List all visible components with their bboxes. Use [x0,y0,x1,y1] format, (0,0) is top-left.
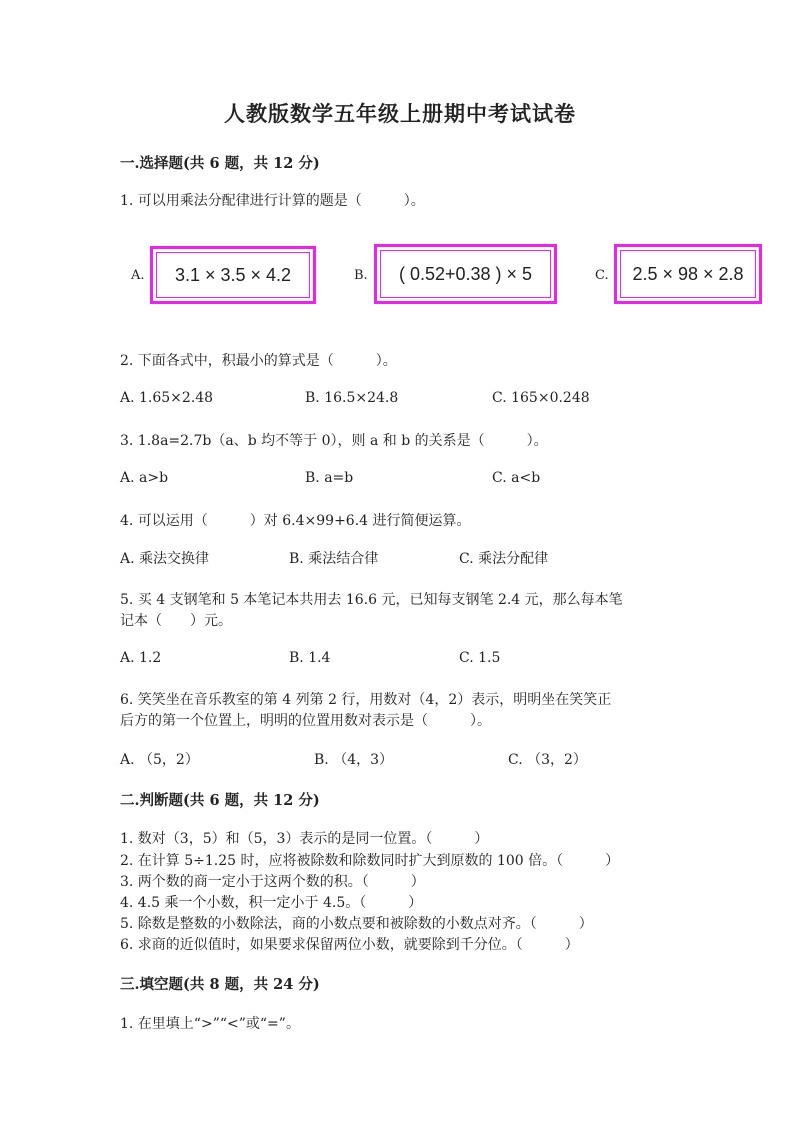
option-b-label: B. [354,268,368,283]
fill-question-1-stem: 1. 在里填上“>”“<”或“=”。 [120,1016,300,1032]
question-6-option-c: C. （3，2） [508,752,587,768]
option-c-label: C. [595,268,609,283]
option-b-expression: ( 0.52+0.38 ) × 5 [380,250,551,298]
question-5-option-b: B. 1.4 [289,650,331,666]
question-3-stem: 3. 1.8a=2.7b（a、b 均不等于 0），则 a 和 b 的关系是（ ）。 [120,433,548,449]
question-5-option-c: C. 1.5 [459,650,501,666]
question-6-option-b: B. （4，3） [314,752,394,768]
question-6-option-a: A. （5，2） [120,752,199,768]
section-heading-choice: 一.选择题(共 6 题，共 12 分) [120,155,320,172]
question-5-stem-line1: 5. 买 4 支钢笔和 5 本笔记本共用去 16.6 元，已知每支钢笔 2.4 元，那么每本笔 [120,592,623,608]
option-a-image [150,246,316,304]
question-5-option-a: A. 1.2 [120,650,162,666]
option-a-expression: 3.1 × 3.5 × 4.2 [156,252,310,298]
judge-item-3: 3. 两个数的商一定小于这两个数的积。（ ） [120,874,425,890]
question-2-option-a: A. 1.65×2.48 [120,390,214,406]
question-4-option-b: B. 乘法结合律 [289,551,379,567]
judge-item-2: 2. 在计算 5÷1.25 时，应将被除数和除数同时扩大到原数的 100 倍。（ ） [120,853,620,869]
page-title: 人教版数学五年级上册期中考试试卷 [224,101,576,126]
question-3-option-c: C. a<b [492,470,541,486]
section-heading-judge: 二.判断题(共 6 题，共 12 分) [120,792,320,809]
question-4-option-a: A. 乘法交换律 [120,551,210,567]
option-a-label: A. [131,268,145,283]
judge-item-1: 1. 数对（3，5）和（5，3）表示的是同一位置。（ ） [120,831,489,847]
question-2-stem: 2. 下面各式中，积最小的算式是（ ）。 [120,353,397,369]
question-6-stem-line1: 6. 笑笑坐在音乐教室的第 4 列第 2 行，用数对（4，2）表示，明明坐在笑笑正 [120,692,612,708]
option-c-expression: 2.5 × 98 × 2.8 [620,250,756,298]
judge-item-5: 5. 除数是整数的小数除法，商的小数点要和被除数的小数点对齐。（ ） [120,916,593,932]
question-4-stem: 4. 可以运用（ ）对 6.4×99+6.4 进行简便运算。 [120,513,471,529]
question-2-option-b: B. 16.5×24.8 [305,390,399,406]
option-c-image [614,244,762,304]
question-6-stem-line2: 后方的第一个位置上，明明的位置用数对表示是（ ）。 [120,713,491,729]
question-1-stem: 1. 可以用乘法分配律进行计算的题是（ ）。 [120,193,425,209]
section-heading-fill: 三.填空题(共 8 题，共 24 分) [120,976,320,993]
question-4-option-c: C. 乘法分配律 [459,551,549,567]
question-5-stem-line2: 记本（ ）元。 [120,613,232,629]
question-2-option-c: C. 165×0.248 [492,390,590,406]
option-b-image [374,244,557,304]
question-3-option-b: B. a=b [305,470,354,486]
question-3-option-a: A. a>b [120,470,169,486]
judge-item-6: 6. 求商的近似值时，如果要求保留两位小数，就要除到千分位。（ ） [120,937,579,953]
judge-item-4: 4. 4.5 乘一个小数，积一定小于 4.5。（ ） [120,895,423,911]
